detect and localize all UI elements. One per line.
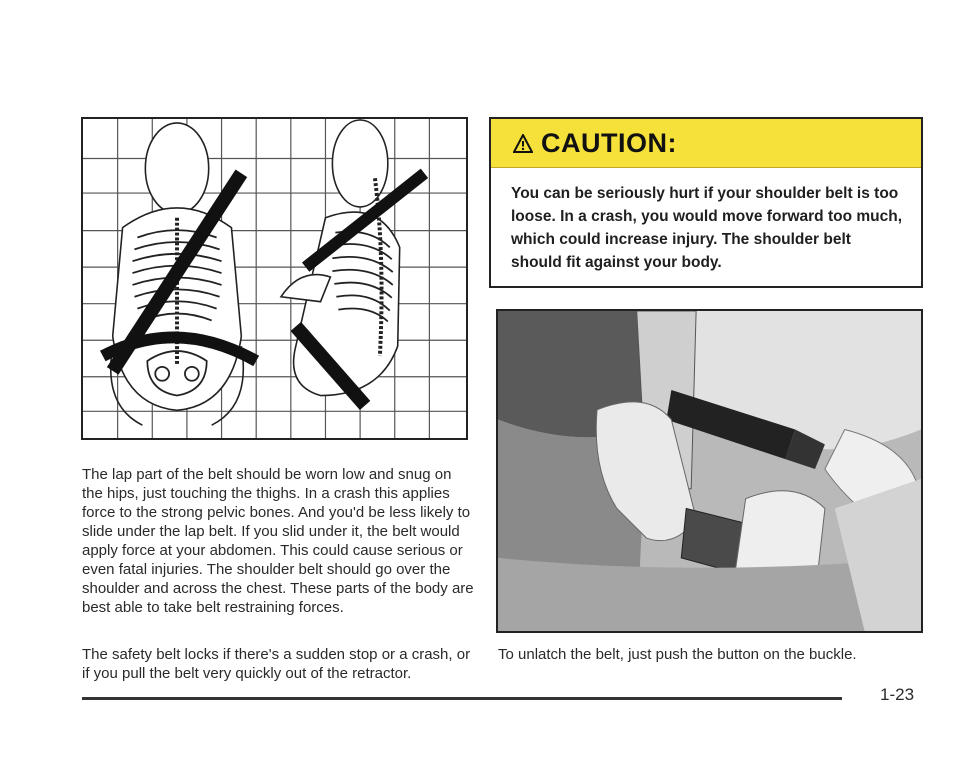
belt-lock-paragraph: The safety belt locks if there's a sudden stop or a crash, or if you pull the belt very quickly out of the retractor. <box>82 646 471 682</box>
page-number: 1-23 <box>880 685 915 704</box>
lap-belt-paragraph: The lap part of the belt should be worn low and snug on the hips, just touching the thighs. In a crash this applies force to the strong pelvic bones. And you'd be less likely to slide under the lap belt. If you slid under it, the belt would apply force at your abdomen. This could cause serious or even fatal injuries. The shoulder belt should go over the shoulder and across the chest. These parts of the body are best able to take belt restraining forces. <box>82 466 474 616</box>
caution-box <box>489 117 923 288</box>
caution-title: CAUTION: <box>541 127 677 158</box>
warning-triangle-icon <box>513 134 533 153</box>
footer-rule <box>82 697 842 700</box>
caution-header <box>491 119 921 168</box>
buckle-unlatch-photo <box>496 309 923 633</box>
photo-caption: To unlatch the belt, just push the button on the buckle. <box>498 646 857 663</box>
caution-text: You can be seriously hurt if your shoulder belt is too loose. In a crash, you would move forward too much, which could increase injury. The shoulder belt should fit against your body. <box>511 185 903 271</box>
skeleton-belt-illustration <box>81 117 468 440</box>
